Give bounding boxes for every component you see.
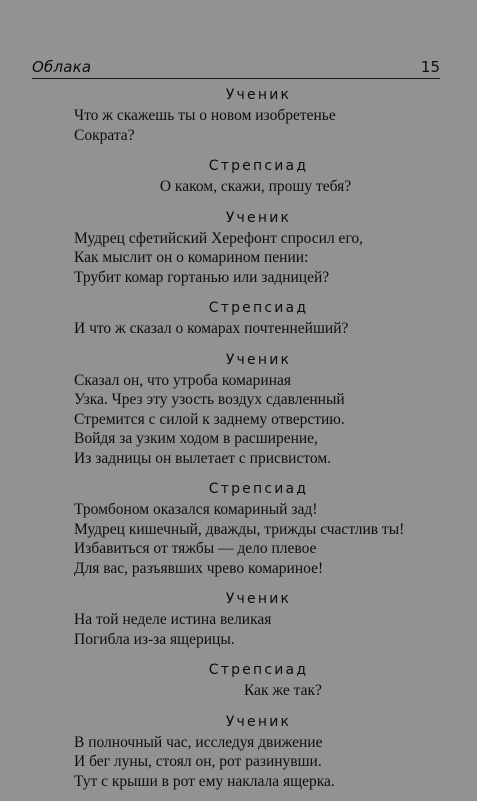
verse-line: Сократа? xyxy=(74,126,135,144)
verse-line: О каком, скажи, прошу тебя? xyxy=(159,178,352,195)
dialogue-block xyxy=(74,711,437,792)
running-title: Облака xyxy=(32,58,92,76)
verse-line: Как мыслит он о комарином пении: xyxy=(74,249,309,266)
verse-line: И что ж сказал о комарах почтеннейший? xyxy=(74,320,349,337)
verse-line: Погибла из-за ящерицы. xyxy=(74,630,235,648)
verse-line: На той неделе истина великая xyxy=(74,611,272,628)
speaker-name: Стрепсиад xyxy=(208,300,309,316)
verse-line: Избавиться от тяжбы — дело плевое xyxy=(74,540,317,557)
dialogue-block xyxy=(74,659,437,701)
page-number: 15 xyxy=(420,58,440,76)
dialogue-block xyxy=(74,207,437,288)
dialogue-block xyxy=(74,349,437,469)
speaker-name: Стрепсиад xyxy=(208,158,309,174)
verse-line: Тут с крыши в рот ему наклала ящерка. xyxy=(74,772,335,790)
speaker-name: Ученик xyxy=(225,591,292,607)
verse-line: Как же так? xyxy=(244,682,322,699)
speaker-name: Ученик xyxy=(225,209,292,226)
verse-line: Войдя за узким ходом в расширение, xyxy=(74,430,318,447)
verse-line: В полночный час, исследуя движение xyxy=(74,733,323,751)
verse-line: Мудрец сфетийский Херефонт спросил его, xyxy=(74,229,364,247)
speaker-name: Стрепсиад xyxy=(208,481,309,497)
verse-line: И бег луны, стоял он, рот разинувши. xyxy=(74,753,322,770)
dialogue-block xyxy=(74,478,437,578)
verse-line: Мудрец кишечный, дважды, трижды счастлив ты! xyxy=(74,520,405,538)
verse-line: Тромбоном оказался комариный зад! xyxy=(74,501,318,518)
dialogue-block xyxy=(74,155,437,197)
verse-line: Для вас, разъявших чрево комариное! xyxy=(74,559,324,577)
running-header xyxy=(32,52,440,79)
speaker-name: Стрепсиад xyxy=(208,662,309,678)
verse-line: Из задницы он вылетает с присвистом. xyxy=(74,449,332,467)
speaker-name: Ученик xyxy=(225,713,292,730)
verse-line: Сказал он, что утроба комариная xyxy=(74,371,292,389)
dialogue-text xyxy=(74,84,437,801)
verse-line: Трубит комар гортанью или задницей? xyxy=(74,268,330,286)
speaker-name: Ученик xyxy=(225,87,292,103)
dialogue-block xyxy=(74,84,437,145)
speaker-name: Ученик xyxy=(225,351,292,368)
verse-line: Узка. Чрез эту узость воздух сдавленный xyxy=(74,391,345,408)
verse-line: Что ж скажешь ты о новом изобретенье xyxy=(74,107,336,124)
verse-line: Стремится с силой к заднему отверстию. xyxy=(74,410,345,428)
dialogue-block xyxy=(74,588,437,649)
dialogue-block xyxy=(74,297,437,339)
